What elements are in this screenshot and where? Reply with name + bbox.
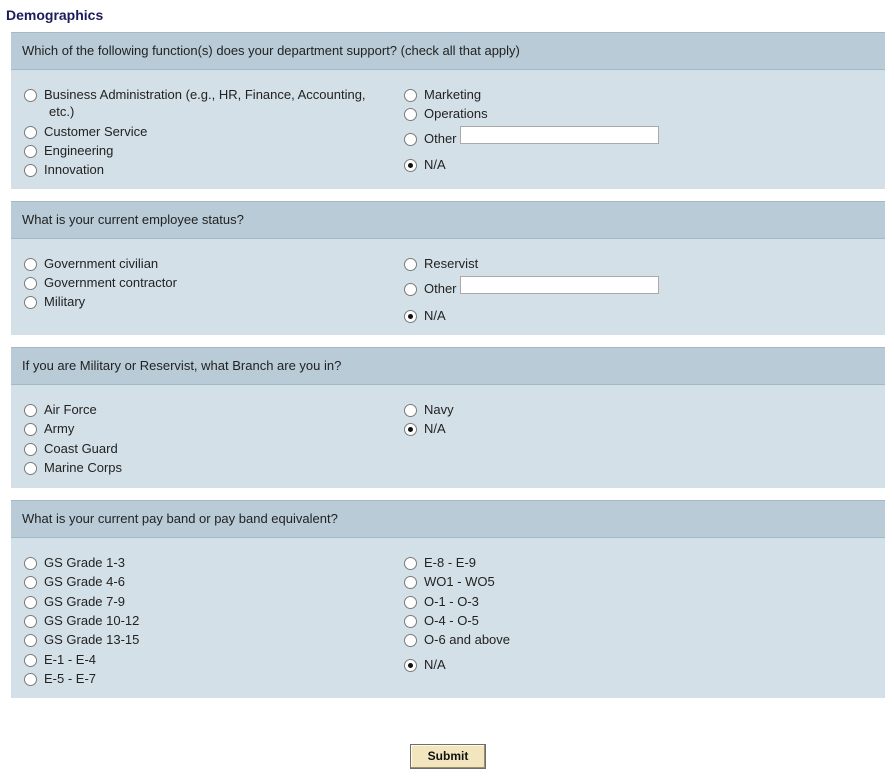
option-label: Other [424, 281, 457, 296]
option-label: E-8 - E-9 [424, 555, 477, 570]
option-label: GS Grade 4-6 [44, 574, 125, 589]
option-label: GS Grade 1-3 [44, 555, 125, 570]
option-label: O-6 and above [424, 632, 511, 647]
option-label: Innovation [44, 162, 104, 177]
option-label: Military [44, 294, 86, 309]
option-label: Customer Service [44, 124, 148, 139]
radio-button[interactable] [404, 108, 417, 121]
radio-button[interactable] [404, 596, 417, 609]
radio-button[interactable] [24, 258, 37, 271]
radio-button[interactable] [404, 159, 417, 172]
radio-button[interactable] [24, 462, 37, 475]
radio-button[interactable] [24, 576, 37, 589]
option-label: Air Force [44, 402, 97, 417]
option-other[interactable] [404, 280, 664, 298]
radio-button[interactable] [24, 277, 37, 290]
radio-button[interactable] [404, 615, 417, 628]
radio-button[interactable] [404, 310, 417, 323]
radio-button[interactable] [404, 404, 417, 417]
option-label: Government civilian [44, 256, 159, 271]
question-prompt: Which of the following function(s) does your department support? (check all that apply) [11, 32, 885, 70]
radio-button[interactable] [24, 126, 37, 139]
option-label: GS Grade 7-9 [44, 594, 125, 609]
radio-button[interactable] [404, 89, 417, 102]
radio-button[interactable] [24, 145, 37, 158]
option-other[interactable] [404, 130, 664, 148]
question-department-functions [11, 32, 885, 189]
radio-button[interactable] [404, 557, 417, 570]
option-label: Army [44, 421, 75, 436]
other-text-field[interactable] [460, 126, 659, 144]
radio-button[interactable] [24, 404, 37, 417]
option-label: Government contractor [44, 275, 177, 290]
radio-button[interactable] [404, 283, 417, 296]
option-label: E-1 - E-4 [44, 652, 97, 667]
option-label: Engineering [44, 143, 114, 158]
option-label: N/A [424, 157, 446, 172]
option-label: O-1 - O-3 [424, 594, 479, 609]
option-label: Other [424, 131, 457, 146]
option-label: N/A [424, 421, 446, 436]
other-text-field[interactable] [460, 276, 659, 294]
question-military-branch [11, 347, 885, 488]
option-label: GS Grade 10-12 [44, 613, 140, 628]
option-label: Navy [424, 402, 454, 417]
option-label: WO1 - WO5 [424, 574, 495, 589]
option-label: Reservist [424, 256, 479, 271]
radio-button[interactable] [24, 423, 37, 436]
option-label: N/A [424, 308, 446, 323]
radio-button[interactable] [404, 258, 417, 271]
option-label: Marine Corps [44, 460, 123, 475]
radio-button[interactable] [24, 615, 37, 628]
radio-button[interactable] [404, 423, 417, 436]
radio-button[interactable] [24, 164, 37, 177]
radio-button[interactable] [404, 634, 417, 647]
option-label: Operations [424, 106, 488, 121]
radio-button[interactable] [404, 133, 417, 146]
radio-button[interactable] [24, 296, 37, 309]
radio-button[interactable] [24, 634, 37, 647]
radio-button[interactable] [404, 576, 417, 589]
question-prompt: If you are Military or Reservist, what Branch are you in? [11, 347, 885, 385]
option-label: Business Administration (e.g., HR, Finance, Accounting, etc.) [44, 87, 366, 119]
radio-button[interactable] [24, 654, 37, 667]
radio-button[interactable] [24, 443, 37, 456]
question-employee-status [11, 201, 885, 335]
submit-button[interactable]: Submit [410, 744, 486, 769]
option-label: Coast Guard [44, 441, 118, 456]
radio-button[interactable] [24, 673, 37, 686]
option-label: N/A [424, 657, 446, 672]
option-label: GS Grade 13-15 [44, 632, 140, 647]
question-prompt: What is your current pay band or pay band equivalent? [11, 500, 885, 538]
question-pay-band [11, 500, 885, 698]
radio-button[interactable] [404, 659, 417, 672]
page-title: Demographics [6, 7, 104, 23]
option-business-administration[interactable] [24, 86, 384, 120]
option-label: E-5 - E-7 [44, 671, 97, 686]
radio-button[interactable] [24, 89, 37, 102]
option-label: Marketing [424, 87, 482, 102]
option-label: O-4 - O-5 [424, 613, 479, 628]
radio-button[interactable] [24, 596, 37, 609]
question-prompt: What is your current employee status? [11, 201, 885, 239]
radio-button[interactable] [24, 557, 37, 570]
